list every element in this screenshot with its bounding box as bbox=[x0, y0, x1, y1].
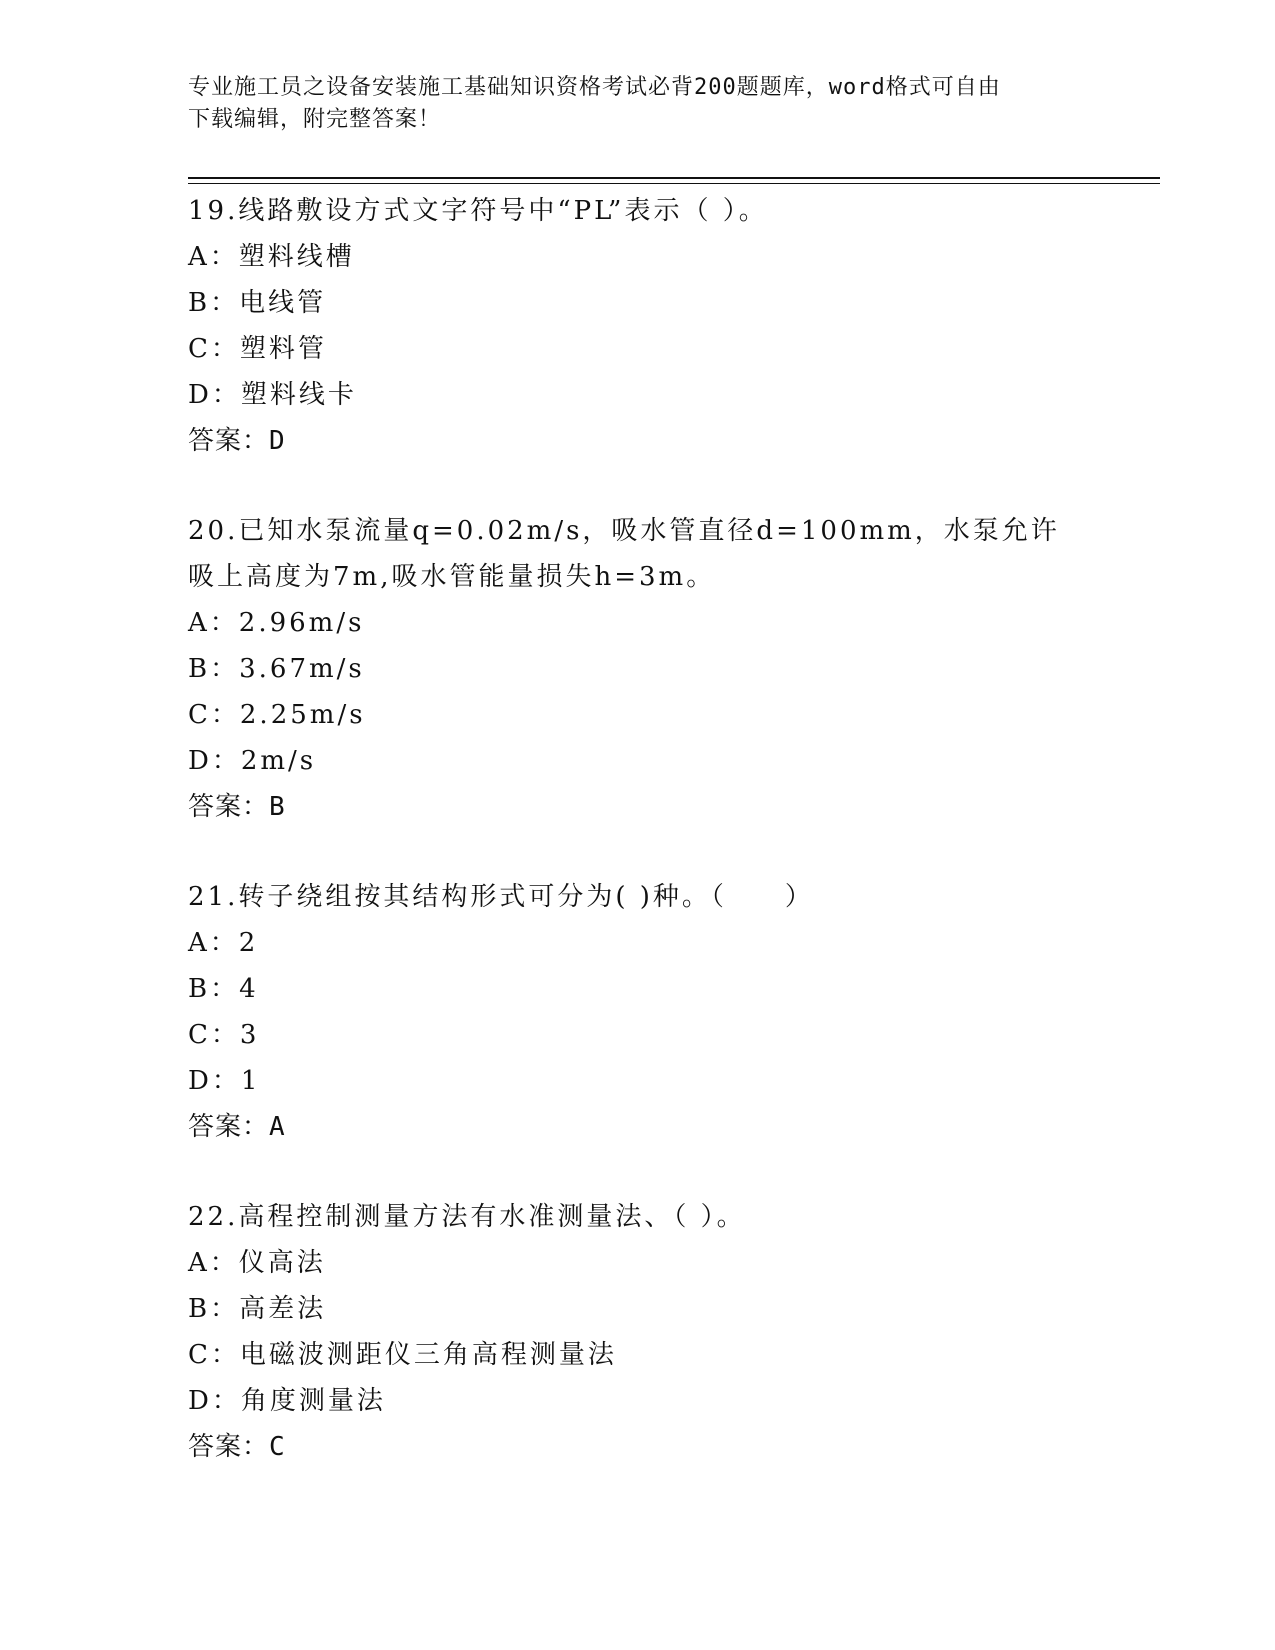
question-21 bbox=[188, 874, 1088, 1150]
option-b: B：4 bbox=[188, 974, 259, 1004]
option-c: C：2.25m/s bbox=[188, 700, 366, 730]
answer-label: 答案： bbox=[188, 1112, 270, 1142]
option-c: C：3 bbox=[188, 1020, 260, 1050]
answer-label: 答案： bbox=[188, 792, 270, 822]
answer-line bbox=[188, 1104, 1088, 1150]
option-d: D：角度测量法 bbox=[188, 1386, 386, 1416]
question-20 bbox=[188, 508, 1088, 830]
answer-line bbox=[188, 418, 1088, 464]
header-divider-bottom bbox=[188, 183, 1160, 184]
option-c: C：电磁波测距仪三角高程测量法 bbox=[188, 1340, 617, 1370]
option-c: C：塑料管 bbox=[188, 334, 327, 364]
option-d: D：1 bbox=[188, 1066, 261, 1096]
header-line-2: 下载编辑，附完整答案！ bbox=[188, 107, 442, 132]
option-b: B：高差法 bbox=[188, 1294, 327, 1324]
question-22 bbox=[188, 1194, 1088, 1470]
option-b: B：3.67m/s bbox=[188, 654, 365, 684]
option-a: A：塑料线槽 bbox=[188, 242, 355, 272]
question-text: 19.线路敷设方式文字符号中“PL”表示（ ）。 bbox=[188, 196, 768, 226]
answer-label: 答案： bbox=[188, 1432, 270, 1462]
question-19 bbox=[188, 188, 1088, 464]
answer-line bbox=[188, 784, 1088, 830]
question-text: 22.高程控制测量方法有水准测量法、（ ）。 bbox=[188, 1202, 746, 1232]
answer-line bbox=[188, 1424, 1088, 1470]
option-a: A：2.96m/s bbox=[188, 608, 365, 638]
option-d: D：2m/s bbox=[188, 746, 317, 776]
option-b: B：电线管 bbox=[188, 288, 327, 318]
header-line-1: 专业施工员之设备安装施工基础知识资格考试必背200题题库，word格式可自由 bbox=[188, 75, 1001, 100]
answer-value: A bbox=[269, 1112, 286, 1142]
answer-value: C bbox=[269, 1432, 286, 1462]
question-list bbox=[188, 188, 1088, 1514]
question-text: 20.已知水泵流量q=0.02m/s，吸水管直径d=100mm，水泵允许吸上高度为7m,吸水管能量损失h=3m。 bbox=[188, 516, 1060, 592]
answer-value: B bbox=[269, 792, 286, 822]
question-text: 21.转子绕组按其结构形式可分为( )种。（ ） bbox=[188, 882, 814, 912]
document-header bbox=[188, 72, 1088, 136]
header-divider-top bbox=[188, 177, 1160, 179]
answer-value: D bbox=[269, 426, 286, 456]
option-d: D：塑料线卡 bbox=[188, 380, 357, 410]
option-a: A：2 bbox=[188, 928, 259, 958]
answer-label: 答案： bbox=[188, 426, 270, 456]
option-a: A：仪高法 bbox=[188, 1248, 326, 1278]
